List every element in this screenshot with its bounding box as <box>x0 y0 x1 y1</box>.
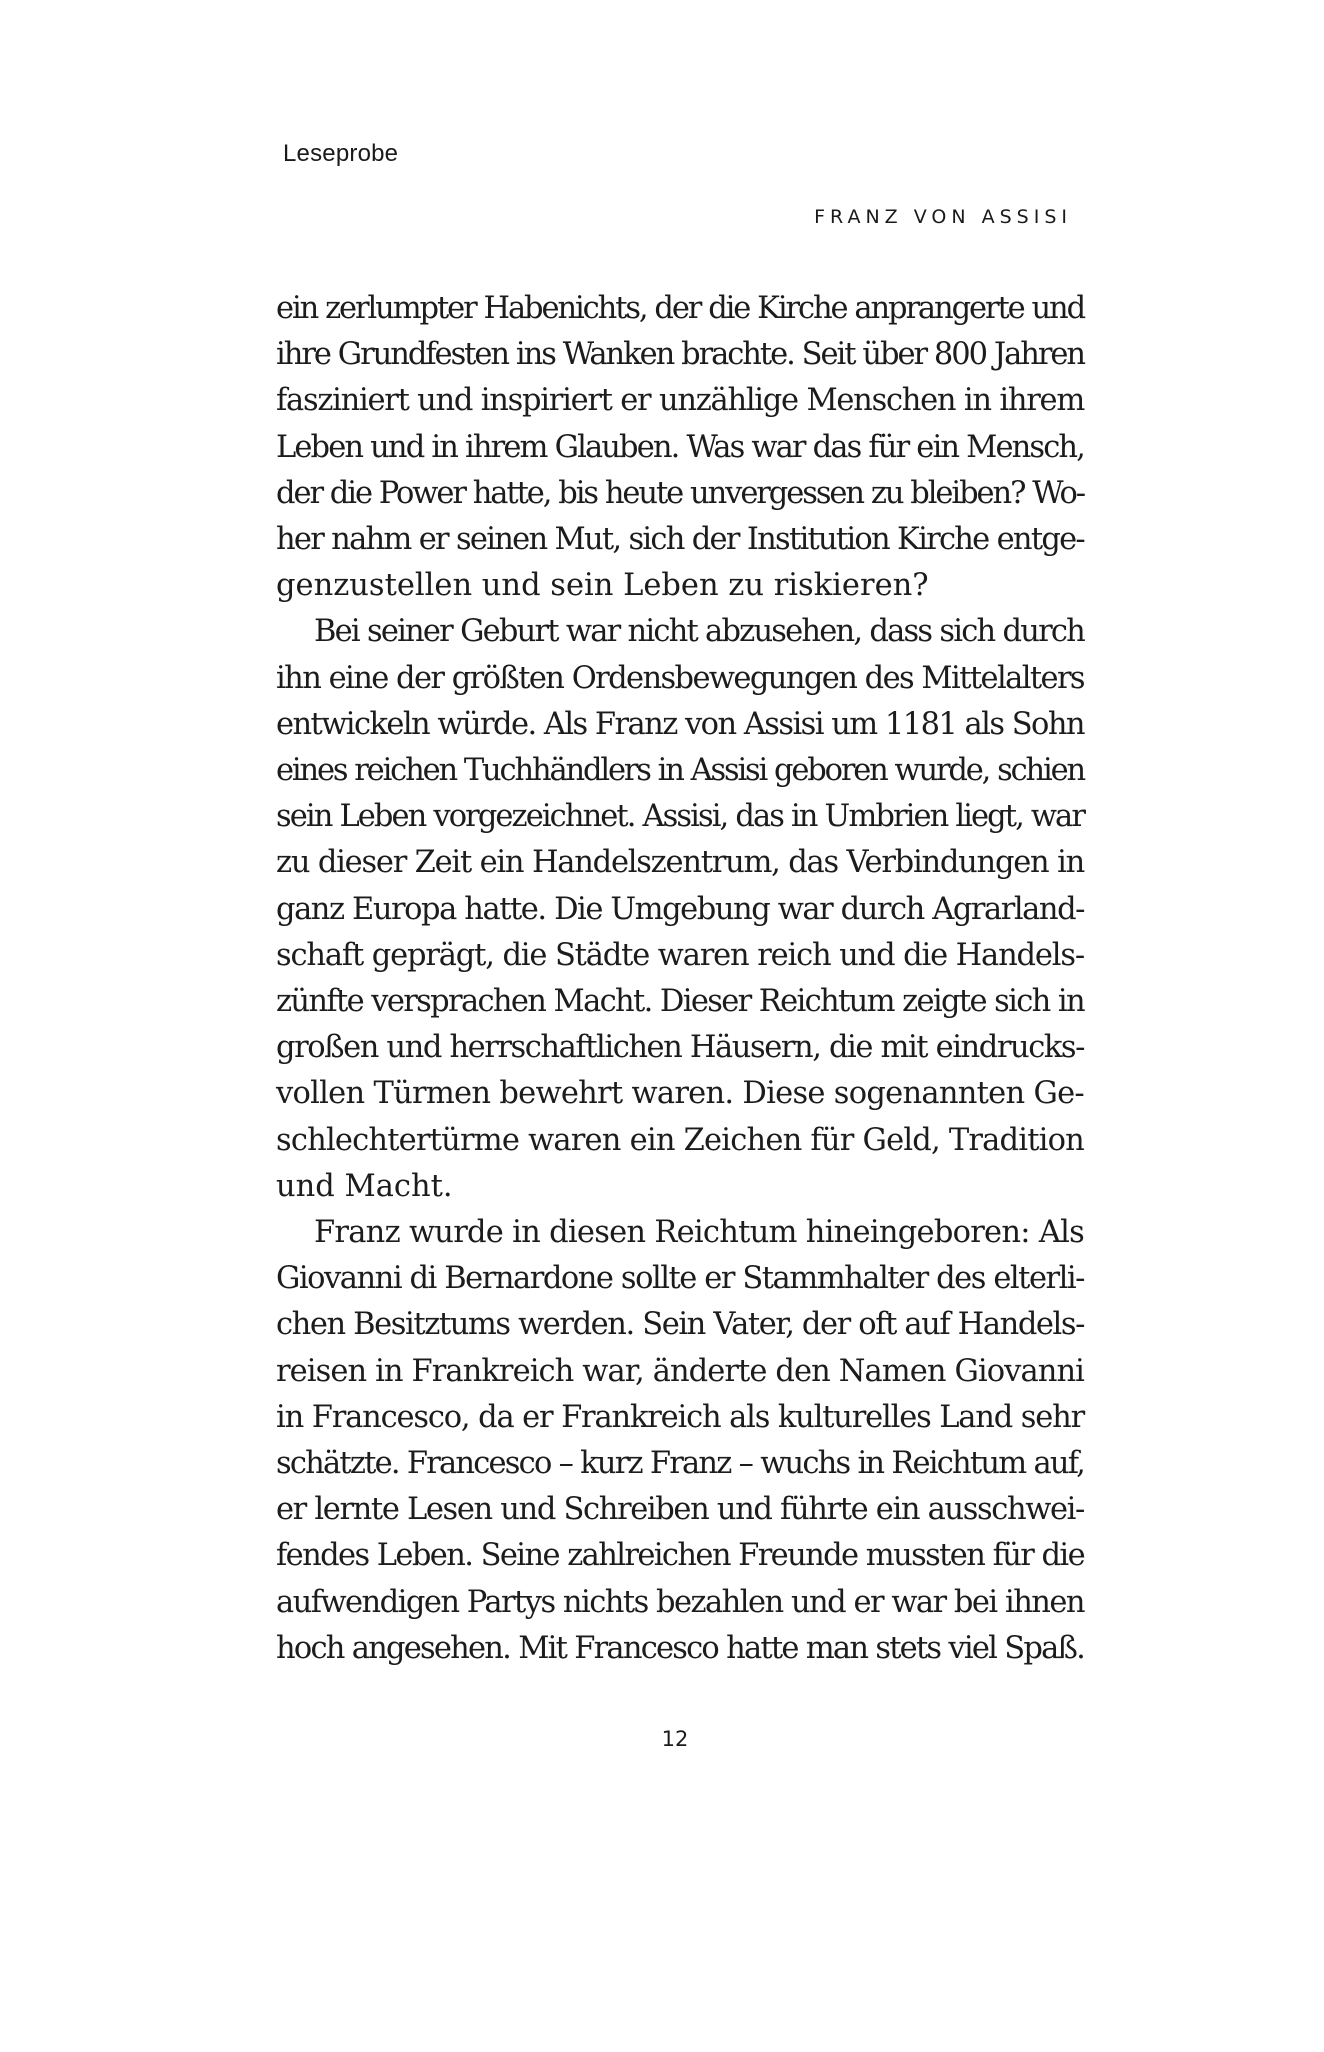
text-line: Bei seiner Geburt war nicht abzusehen, dass sich durch <box>314 614 1084 650</box>
text-line: zu dieser Zeit ein Handelszentrum, das Verbindungen in <box>276 845 1084 881</box>
text-line: ihn eine der größten Ordensbewegungen des Mittelalters <box>276 660 1084 696</box>
text-line: fendes Leben. Seine zahlreichen Freunde mussten für die <box>276 1538 1084 1574</box>
text-line: entwickeln würde. Als Franz von Assisi um 1181 als Sohn <box>276 706 1084 742</box>
text-line: und Macht. <box>276 1168 453 1204</box>
text-line: fasziniert und inspiriert er unzählige Menschen in ihrem <box>276 383 1084 419</box>
text-line: großen und herrschaftlichen Häusern, die mit eindrucks- <box>276 1030 1084 1066</box>
text-line: aufwendigen Partys nichts bezahlen und er war bei ihnen <box>276 1584 1084 1620</box>
text-line: schätzte. Francesco – kurz Franz – wuchs in Reichtum auf, <box>276 1446 1084 1482</box>
text-line: Giovanni di Bernardone sollte er Stammhalter des elterli- <box>276 1261 1084 1297</box>
text-line: schlechtertürme waren ein Zeichen für Geld, Tradition <box>276 1122 1084 1158</box>
text-line: eines reichen Tuchhändlers in Assisi geboren wurde, schien <box>276 753 1084 789</box>
text-line: Leben und in ihrem Glauben. Was war das für ein Mensch, <box>276 429 1084 465</box>
leseprobe-label: Leseprobe <box>283 140 399 167</box>
text-line: hoch angesehen. Mit Francesco hatte man stets viel Spaß. <box>276 1630 1084 1666</box>
text-line: ein zerlumpter Habenichts, der die Kirche anprangerte und <box>276 291 1084 326</box>
text-line: her nahm er seinen Mut, sich der Institution Kirche entge- <box>276 522 1084 558</box>
text-line: schaft geprägt, die Städte waren reich und die Handels- <box>276 937 1084 973</box>
text-line: zünfte versprachen Macht. Dieser Reichtum zeigte sich in <box>276 984 1084 1020</box>
text-line: reisen in Frankreich war, änderte den Namen Giovanni <box>276 1353 1084 1389</box>
text-line: sein Leben vorgezeichnet. Assisi, das in Umbrien liegt, war <box>276 799 1084 835</box>
body-text <box>276 286 1084 1672</box>
text-line: chen Besitztums werden. Sein Vater, der oft auf Handels- <box>276 1307 1084 1343</box>
text-line: genzustellen und sein Leben zu riskieren? <box>276 568 929 604</box>
page-number: 12 <box>661 1727 689 1751</box>
text-line: er lernte Lesen und Schreiben und führte ein ausschwei- <box>276 1492 1084 1528</box>
text-line: der die Power hatte, bis heute unvergessen zu bleiben? Wo- <box>276 475 1084 511</box>
running-head: FRANZ VON ASSISI <box>814 206 1072 228</box>
text-line: ihre Grundfesten ins Wanken brachte. Seit über 800 Jahren <box>276 337 1084 373</box>
text-line: in Francesco, da er Frankreich als kulturelles Land sehr <box>276 1399 1084 1435</box>
text-line: Franz wurde in diesen Reichtum hineingeboren: Als <box>314 1215 1084 1251</box>
text-line: vollen Türmen bewehrt waren. Diese sogenannten Ge- <box>276 1076 1084 1112</box>
text-line: ganz Europa hatte. Die Umgebung war durch Agrarland- <box>276 891 1084 927</box>
